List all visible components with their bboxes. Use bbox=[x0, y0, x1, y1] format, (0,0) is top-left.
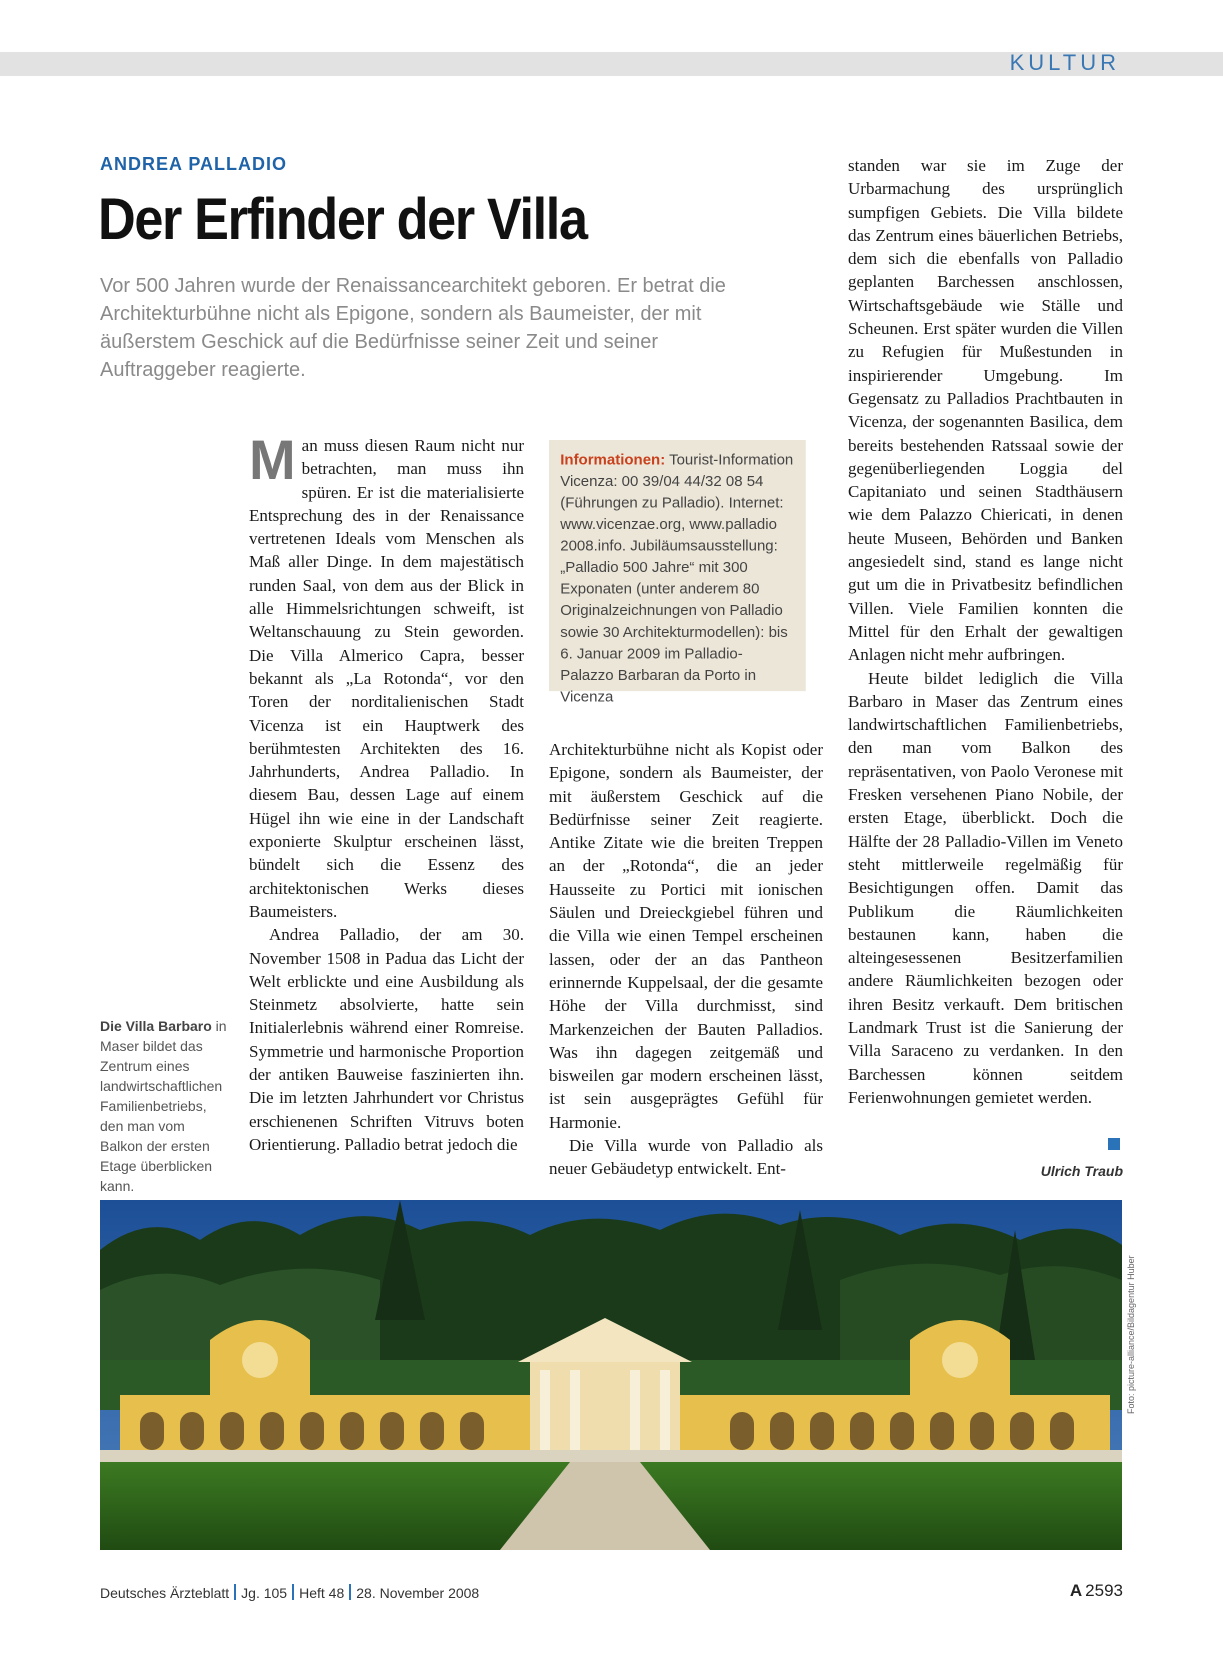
drop-cap: M bbox=[249, 428, 296, 491]
text-column-2 bbox=[549, 738, 823, 1181]
separator bbox=[292, 1584, 294, 1600]
page-prefix: A bbox=[1069, 1581, 1083, 1600]
end-mark-icon bbox=[1108, 1138, 1120, 1150]
separator bbox=[234, 1584, 236, 1600]
caption-title: Die Villa Barbaro bbox=[100, 1018, 212, 1034]
author-name: Ulrich Traub bbox=[1040, 1163, 1123, 1179]
paragraph: Andrea Palladio, der am 30. November 1508 in Padua das Licht der Welt erblickte und eine Ausbildung als Steinmetz absolvierte, hatte sein Initialerlebnis während einer Romreise. Symmetrie und harmonische Proportion der antiken Bauweise faszinierten ihn. Die im letzten Jahrhundert vor Christus erschienenen Schriften Vitruvs boten Orientierung. Palladio betrat jedoch die bbox=[249, 925, 524, 1154]
photo-caption bbox=[100, 1016, 230, 1196]
section-label: KULTUR bbox=[1009, 50, 1120, 75]
info-text: Tourist-Information Vicenza: 00 39/04 44/32 08 54 (Führungen zu Palladio). Internet: www.vicenzae.org, www.palladio 2008.info. Jubiläumsausstellung: „Palladio 500 Jahre“ mit 300 Exponaten (unter anderem 80 Originalzeichnungen von Palladio sowie 30 Architekturmodellen): bis 6. Januar 2009 im Palladio-Palazzo Barbaran da Porto in Vicenza bbox=[560, 452, 794, 706]
separator bbox=[349, 1584, 351, 1600]
photo-credit: Foto: picture-alliance/Bildagentur Huber bbox=[1126, 1255, 1136, 1414]
text-column-3 bbox=[848, 154, 1123, 1109]
page-number bbox=[1070, 1581, 1123, 1601]
paragraph: standen war sie im Zuge der Urbarmachung des ursprünglich sumpfigen Gebiets. Die Villa bildete das Zentrum eines bäuerlichen Betriebs, dem sich die ebenfalls von Palladio geplanten Barchessen anschlossen, Wirtschaftsgebäude wie Ställe und Scheunen. Erst später wurden die Villen zu Refugien für Mußestunden in inspirierender Umgebung. Im Gegensatz zu Palladios Prachtbauten in Vicenza, der sogenannten Basilica, dem bereits bestehenden Ratssaal sowie der gegenüberliegenden Loggia del Capitaniato und seinen Stadthäusern wie dem Palazzo Chiericati, in denen heute Museen, Behörden und Banken angesiedelt sind, stand es lange nicht gut um die in Privatbesitz befindlichen Villen. Viele Familien konnten die Mittel für den Erhalt der gewaltigen Anlagen nicht mehr aufbringen. bbox=[848, 156, 1123, 665]
journal-name: Deutsches Ärzteblatt bbox=[100, 1585, 230, 1601]
article-title: Der Erfinder der Villa bbox=[98, 187, 587, 252]
page-footer bbox=[100, 1584, 479, 1601]
issue: Heft 48 bbox=[299, 1585, 345, 1601]
article-lead: Vor 500 Jahren wurde der Renaissancearchitekt geboren. Er betrat die Architekturbühne nicht als Epigone, sondern als Baumeister, der mit äußerstem Geschick auf die Bedürfnisse seiner Zeit und seiner Auftraggeber reagierte. bbox=[100, 275, 726, 381]
paragraph: Architekturbühne nicht als Kopist oder Epigone, sondern als Baumeister, der mit äußerstem Geschick auf die Bedürfnisse seiner Zeit reagierte. Antike Zitate wie die breiten Treppen an der „Rotonda“, die an jeder Hausseite zu Portici mit ionischen Säulen und Dreieckgiebel führen und die Villa wie einen Tempel erscheinen lassen, oder der an das Pantheon erinnernde Kuppelsaal, der die gesamte Höhe der Villa durchmisst, sind Markenzeichen der Bauten Palladios. Was ihn dagegen zeitgemäß und bisweilen gar modern erscheinen lässt, ist sein ausgeprägtes Gefühl für Harmonie. bbox=[549, 740, 823, 1132]
info-box bbox=[549, 440, 806, 706]
caption-text: in Maser bildet das Zentrum eines landwirtschaftlichen Familienbetriebs, den man vom Balkon der ersten Etage überblicken kann. bbox=[100, 1018, 227, 1194]
paragraph: Heute bildet lediglich die Villa Barbaro in Maser das Zentrum eines landwirtschaftlichen Familienbetriebs, den man vom Balkon des repräsentativen, von Paolo Veronese mit Fresken versehenen Piano Nobile, der ersten Etage, überblickt. Doch die Hälfte der 28 Palladio-Villen im Veneto steht mittlerweile regelmäßig für Besichtigungen offen. Damit das Publikum die Räumlichkeiten bestaunen kann, haben die alteingesessenen Besitzerfamilien andere Räumlichkeiten bezogen oder ihren Besitz verkauft. Dem britischen Landmark Trust ist die Sanierung der Villa Saraceno zu verdanken. In den Barchessen können seitdem Ferienwohnungen gemietet werden. bbox=[848, 668, 1123, 1107]
volume: Jg. 105 bbox=[241, 1585, 288, 1601]
paragraph: Die Villa wurde von Palladio als neuer Gebäudetyp entwickelt. Ent- bbox=[549, 1136, 823, 1179]
paragraph bbox=[249, 428, 524, 923]
issue-date: 28. November 2008 bbox=[356, 1585, 480, 1601]
article-kicker: ANDREA PALLADIO bbox=[100, 154, 287, 174]
page-number-value: 2593 bbox=[1085, 1581, 1123, 1600]
info-label: Informationen: bbox=[560, 452, 666, 469]
text-column-1 bbox=[249, 428, 524, 1156]
paragraph-text: an muss diesen Raum nicht nur betrachten, man muss ihn spüren. Er ist die materialisierte Entsprechung des in der Renaissance vertretenen Ideals vom Menschen als Maß aller Dinge. In dem majestätisch runden Saal, von dem aus der Blick in alle Himmelsrichtungen schweift, ist Weltanschauung zu Stein geworden. Die Villa Almerico Capra, besser bekannt als „La Rotonda“, vor den Toren der norditalienischen Stadt Vicenza ist ein Hauptwerk des berühmtesten Architekten des 16. Jahrhunderts, Andrea Palladio. In diesem Bau, dessen Lage auf einem Hügel ihn wie eine in der Landschaft exponierte Skulptur erscheinen lässt, bündelt sich die Essenz des architektonischen Werks dieses Baumeisters. bbox=[249, 436, 524, 921]
villa-barbaro-photo bbox=[100, 1200, 1122, 1550]
